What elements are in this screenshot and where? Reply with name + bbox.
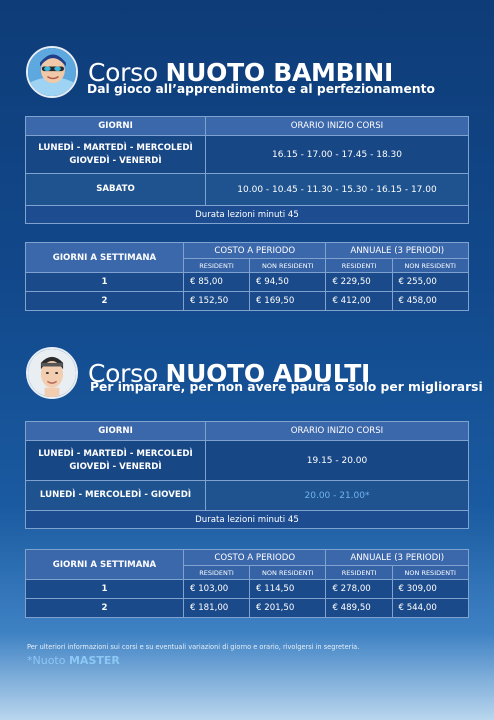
master-bold: MASTER	[68, 654, 120, 667]
price-cell: € 169,50	[250, 292, 326, 311]
price-cell: € 412,00	[326, 292, 392, 311]
child-swimmer-photo	[26, 46, 78, 98]
kids-price-header-period: COSTO A PERIODO	[184, 243, 326, 259]
adults-schedule-table	[25, 421, 469, 529]
adults-price-header-period: COSTO A PERIODO	[184, 550, 326, 566]
days-per-week: 2	[26, 599, 184, 618]
days-per-week: 1	[26, 273, 184, 292]
kids-schedule-table	[25, 116, 469, 224]
kids-sub-residents: RESIDENTI	[184, 259, 250, 273]
price-cell: € 278,00	[326, 580, 392, 599]
adults-price-table	[25, 549, 469, 618]
price-cell: € 94,50	[250, 273, 326, 292]
kids-title-light: Corso	[88, 57, 158, 87]
adult-swimmer-photo	[26, 347, 78, 399]
price-cell: € 255,00	[392, 273, 468, 292]
price-cell: € 201,50	[250, 599, 326, 618]
kids-schedule-times-weekday: 16.15 - 17.00 - 17.45 - 18.30	[206, 136, 469, 174]
adults-sub-nonresidents: NON RESIDENTI	[392, 566, 468, 580]
kids-price-table	[25, 242, 469, 311]
kids-schedule-days-weekday	[26, 136, 206, 174]
adults-lesson-duration: Durata lezioni minuti 45	[26, 511, 469, 529]
kids-price-header-annual: ANNUALE (3 PERIODI)	[326, 243, 469, 259]
price-cell: € 85,00	[184, 273, 250, 292]
table-row	[26, 580, 469, 599]
price-cell: € 103,00	[184, 580, 250, 599]
adults-schedule-days-weekday	[26, 441, 206, 481]
days-line: LUNEDÌ - MARTEDÌ - MERCOLEDÌ	[38, 142, 193, 153]
info-note: Per ulteriori informazioni sui corsi e su eventuali variazioni di giorno e orario, rivolgersi in segreteria.	[27, 643, 360, 651]
adults-schedule-days-evening: LUNEDÌ - MERCOLEDÌ - GIOVEDÌ	[26, 481, 206, 511]
price-cell: € 152,50	[184, 292, 250, 311]
adults-schedule-header-days: GIORNI	[26, 422, 206, 441]
adults-schedule-times-weekday: 19.15 - 20.00	[206, 441, 469, 481]
price-cell: € 309,00	[392, 580, 468, 599]
days-per-week: 2	[26, 292, 184, 311]
price-cell: € 458,00	[392, 292, 468, 311]
days-line: LUNEDÌ - MARTEDÌ - MERCOLEDÌ	[38, 448, 193, 459]
kids-sub-residents: RESIDENTI	[326, 259, 392, 273]
kids-title-bold: NUOTO BAMBINI	[165, 57, 393, 87]
master-prefix: *Nuoto	[27, 654, 66, 667]
adults-schedule-header-times: ORARIO INIZIO CORSI	[206, 422, 469, 441]
adult-swimmer-icon	[28, 349, 76, 397]
adults-price-header-annual: ANNUALE (3 PERIODI)	[326, 550, 469, 566]
price-cell: € 544,00	[392, 599, 468, 618]
days-line: GIOVEDÌ - VENERDÌ	[69, 461, 162, 472]
kids-schedule-days-saturday: SABATO	[26, 174, 206, 206]
adults-sub-nonresidents: NON RESIDENTI	[250, 566, 326, 580]
adults-schedule-times-evening: 20.00 - 21.00*	[206, 481, 469, 511]
adults-sub-residents: RESIDENTI	[326, 566, 392, 580]
adults-sub-residents: RESIDENTI	[184, 566, 250, 580]
price-cell: € 229,50	[326, 273, 392, 292]
table-row	[26, 599, 469, 618]
days-per-week: 1	[26, 580, 184, 599]
child-swimmer-icon	[28, 48, 76, 96]
adults-subtitle: Per imparare, per non avere paura o solo per migliorarsi	[90, 380, 483, 394]
master-note	[27, 654, 120, 667]
adults-title-bold: NUOTO ADULTI	[165, 358, 370, 388]
days-line: GIOVEDÌ - VENERDÌ	[69, 155, 162, 166]
kids-lesson-duration: Durata lezioni minuti 45	[26, 206, 469, 224]
kids-price-header-days: GIORNI A SETTIMANA	[26, 243, 184, 273]
kids-subtitle: Dal gioco all’apprendimento e al perfezionamento	[87, 82, 435, 96]
kids-schedule-header-days: GIORNI	[26, 117, 206, 136]
table-row	[26, 292, 469, 311]
price-cell: € 114,50	[250, 580, 326, 599]
adults-price-header-days: GIORNI A SETTIMANA	[26, 550, 184, 580]
kids-schedule-header-times: ORARIO INIZIO CORSI	[206, 117, 469, 136]
price-cell: € 489,50	[326, 599, 392, 618]
adults-title-light: Corso	[88, 358, 158, 388]
table-row	[26, 273, 469, 292]
kids-sub-nonresidents: NON RESIDENTI	[250, 259, 326, 273]
kids-schedule-times-saturday: 10.00 - 10.45 - 11.30 - 15.30 - 16.15 - 17.00	[206, 174, 469, 206]
kids-sub-nonresidents: NON RESIDENTI	[392, 259, 468, 273]
price-cell: € 181,00	[184, 599, 250, 618]
